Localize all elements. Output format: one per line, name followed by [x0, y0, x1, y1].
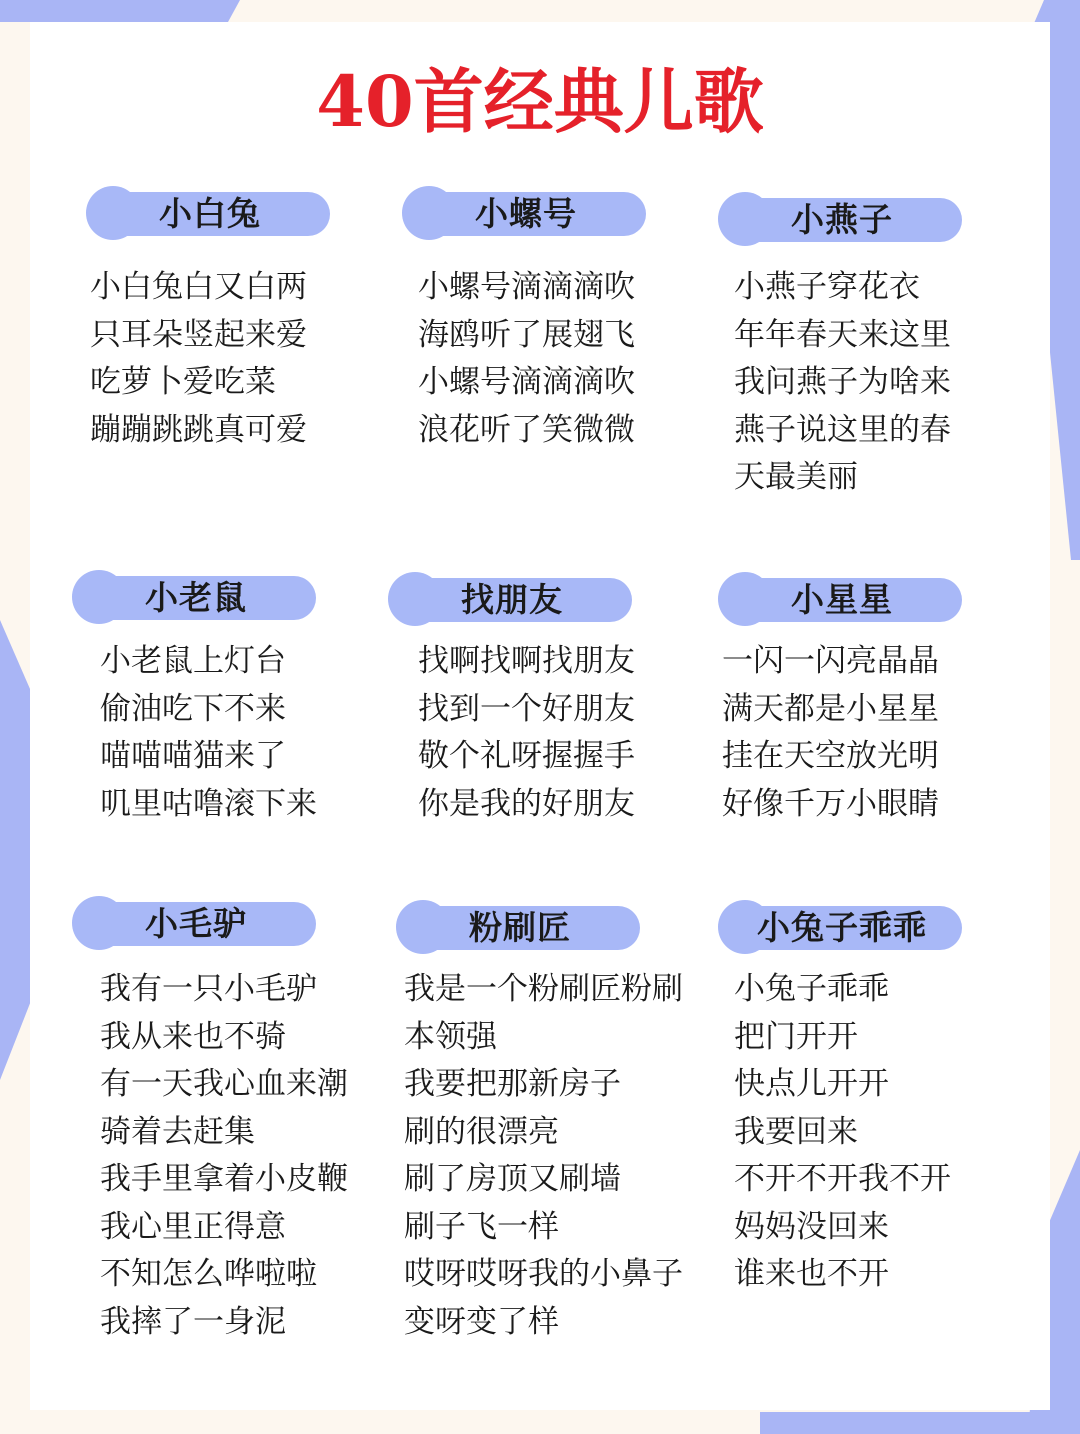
song-title: 小星星 — [791, 580, 893, 619]
lyric-line: 挂在天空放光明 — [722, 738, 939, 774]
song-block-zhaopengyou — [392, 578, 635, 828]
lyric-line: 刷子飞一样 — [404, 1208, 559, 1245]
song-title-pill — [406, 192, 646, 236]
lyric-line: 敬个礼呀握握手 — [418, 738, 635, 774]
lyrics-list — [734, 264, 962, 502]
song-title: 小老鼠 — [145, 578, 247, 617]
lyric-line: 本领强 — [404, 1018, 497, 1055]
lyric-line: 叽里咕噜滚下来 — [100, 785, 317, 822]
lyrics-list — [418, 638, 635, 828]
lyric-line: 有一天我心血来潮 — [100, 1066, 348, 1102]
lyric-line: 年年春天来这里 — [734, 316, 951, 353]
lyric-line: 找啊找啊找朋友 — [418, 643, 635, 679]
song-title-pill — [392, 578, 632, 622]
song-block-xiaomaolv — [76, 902, 348, 1346]
song-title: 小毛驴 — [145, 904, 247, 943]
lyric-line: 浪花听了笑微微 — [418, 411, 635, 448]
song-block-xiaoluohao — [406, 192, 646, 454]
song-title: 找朋友 — [461, 580, 563, 619]
lyrics-list — [404, 966, 683, 1346]
lyric-line: 我心里正得意 — [100, 1208, 286, 1245]
lyrics-list — [100, 966, 348, 1346]
lyric-line: 谁来也不开 — [734, 1256, 889, 1292]
edge-decoration-bottom — [760, 1412, 1080, 1434]
song-block-xiaoxingxing — [722, 578, 962, 828]
lyric-line: 蹦蹦跳跳真可爱 — [90, 411, 307, 448]
lyric-line: 不开不开我不开 — [734, 1161, 951, 1197]
lyric-line: 妈妈没回来 — [734, 1208, 889, 1245]
song-block-xiaotuziguaiguai — [722, 906, 962, 1299]
lyric-line: 小燕子穿花衣 — [734, 269, 920, 305]
lyric-line: 吃萝卜爱吃菜 — [90, 364, 276, 400]
lyric-line: 骑着去赶集 — [100, 1113, 255, 1150]
song-title-pill — [400, 906, 640, 950]
lyric-line: 海鸥听了展翅飞 — [418, 316, 635, 353]
page-title: 40首经典儿歌 — [316, 60, 764, 143]
song-title: 小兔子乖乖 — [757, 908, 927, 947]
lyric-line: 小螺号滴滴滴吹 — [418, 269, 635, 305]
song-title-pill — [76, 902, 316, 946]
lyric-line: 我从来也不骑 — [100, 1018, 286, 1055]
lyric-line: 喵喵喵猫来了 — [100, 738, 286, 774]
corner-decoration-top-left — [0, 0, 240, 22]
lyric-line: 刷了房顶又刷墙 — [404, 1161, 621, 1197]
lyric-line: 好像千万小眼睛 — [722, 785, 939, 822]
lyric-line: 小白兔白又白两 — [90, 269, 307, 305]
lyric-line: 一闪一闪亮晶晶 — [722, 643, 939, 679]
song-title: 粉刷匠 — [469, 908, 571, 947]
song-block-xiaobaitu — [90, 192, 330, 454]
song-title-pill — [722, 578, 962, 622]
lyric-line: 我有一只小毛驴 — [100, 971, 317, 1007]
lyric-line: 刷的很漂亮 — [404, 1113, 559, 1150]
lyrics-list — [734, 966, 962, 1299]
lyric-line: 不知怎么哗啦啦 — [100, 1256, 317, 1292]
lyric-line: 小螺号滴滴滴吹 — [418, 364, 635, 400]
lyric-line: 我要把那新房子 — [404, 1066, 621, 1102]
lyric-line: 你是我的好朋友 — [418, 785, 635, 822]
song-block-fenshuajiang — [400, 906, 683, 1346]
song-title: 小燕子 — [791, 200, 893, 239]
lyric-line: 天最美丽 — [734, 459, 858, 495]
song-title-pill — [722, 906, 962, 950]
lyric-line: 我要回来 — [734, 1113, 858, 1150]
content-card — [30, 22, 1050, 1410]
lyric-line: 快点儿开开 — [734, 1066, 889, 1102]
song-block-xiaolaoshu — [76, 576, 317, 828]
song-title: 小螺号 — [475, 194, 577, 233]
lyric-line: 小兔子乖乖 — [734, 971, 889, 1007]
lyric-line: 满天都是小星星 — [722, 690, 939, 727]
lyrics-list — [722, 638, 962, 828]
lyric-line: 哎呀哎呀我的小鼻子 — [404, 1256, 683, 1292]
song-block-xiaoyanzi — [722, 198, 962, 502]
lyric-line: 只耳朵竖起来爱 — [90, 316, 307, 353]
lyrics-list — [418, 264, 646, 454]
lyric-line: 小老鼠上灯台 — [100, 643, 286, 679]
lyric-line: 燕子说这里的春 — [734, 411, 951, 448]
song-title-pill — [722, 198, 962, 242]
song-title: 小白兔 — [159, 194, 261, 233]
lyric-line: 我摔了一身泥 — [100, 1303, 286, 1340]
lyric-line: 偷油吃下不来 — [100, 690, 286, 727]
lyric-line: 我手里拿着小皮鞭 — [100, 1161, 348, 1197]
lyrics-list — [100, 638, 317, 828]
lyric-line: 找到一个好朋友 — [418, 690, 635, 727]
song-title-pill — [90, 192, 330, 236]
lyric-line: 我是一个粉刷匠粉刷 — [404, 971, 683, 1007]
lyrics-list — [90, 264, 330, 454]
song-title-pill — [76, 576, 316, 620]
lyric-line: 变呀变了样 — [404, 1303, 559, 1340]
lyric-line: 把门开开 — [734, 1018, 858, 1055]
lyric-line: 我问燕子为啥来 — [734, 364, 951, 400]
